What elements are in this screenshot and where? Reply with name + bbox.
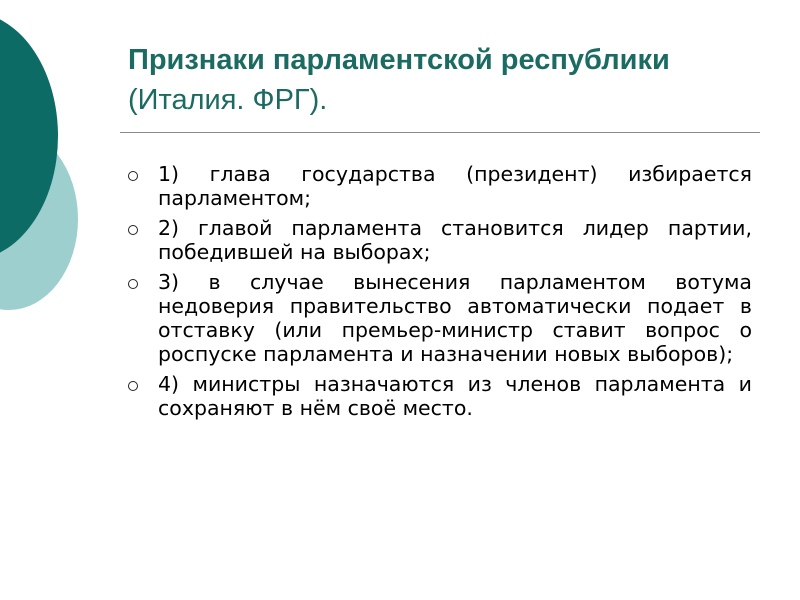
bullet-text-2: 2) главой парламента становится лидер партии, победившей на выборах; xyxy=(158,216,752,264)
bullet-text-1: 1) глава государства (президент) избирается парламентом; xyxy=(158,162,752,210)
slide-title-suffix: (Италия. ФРГ). xyxy=(128,84,328,116)
bullet-circle-icon xyxy=(128,225,138,235)
bullet-item-3 xyxy=(128,270,752,366)
bullet-list xyxy=(128,162,752,426)
bullet-item-4 xyxy=(128,372,752,420)
bullet-text-4: 4) министры назначаются из членов парламента и сохраняют в нём своё место. xyxy=(158,372,752,420)
slide-title xyxy=(128,40,728,120)
bullet-item-2 xyxy=(128,216,752,264)
bullet-item-1 xyxy=(128,162,752,210)
bullet-circle-icon xyxy=(128,279,138,289)
slide-title-main: Признаки парламентской республики xyxy=(128,44,670,76)
title-divider xyxy=(120,132,760,133)
bullet-circle-icon xyxy=(128,381,138,391)
bullet-circle-icon xyxy=(128,171,138,181)
bullet-text-3: 3) в случае вынесения парламентом вотума недоверия правительство автоматически подает в отставку (или премьер-министр ставит вопрос о роспуске парламента и назначении новых выборов); xyxy=(158,270,752,366)
